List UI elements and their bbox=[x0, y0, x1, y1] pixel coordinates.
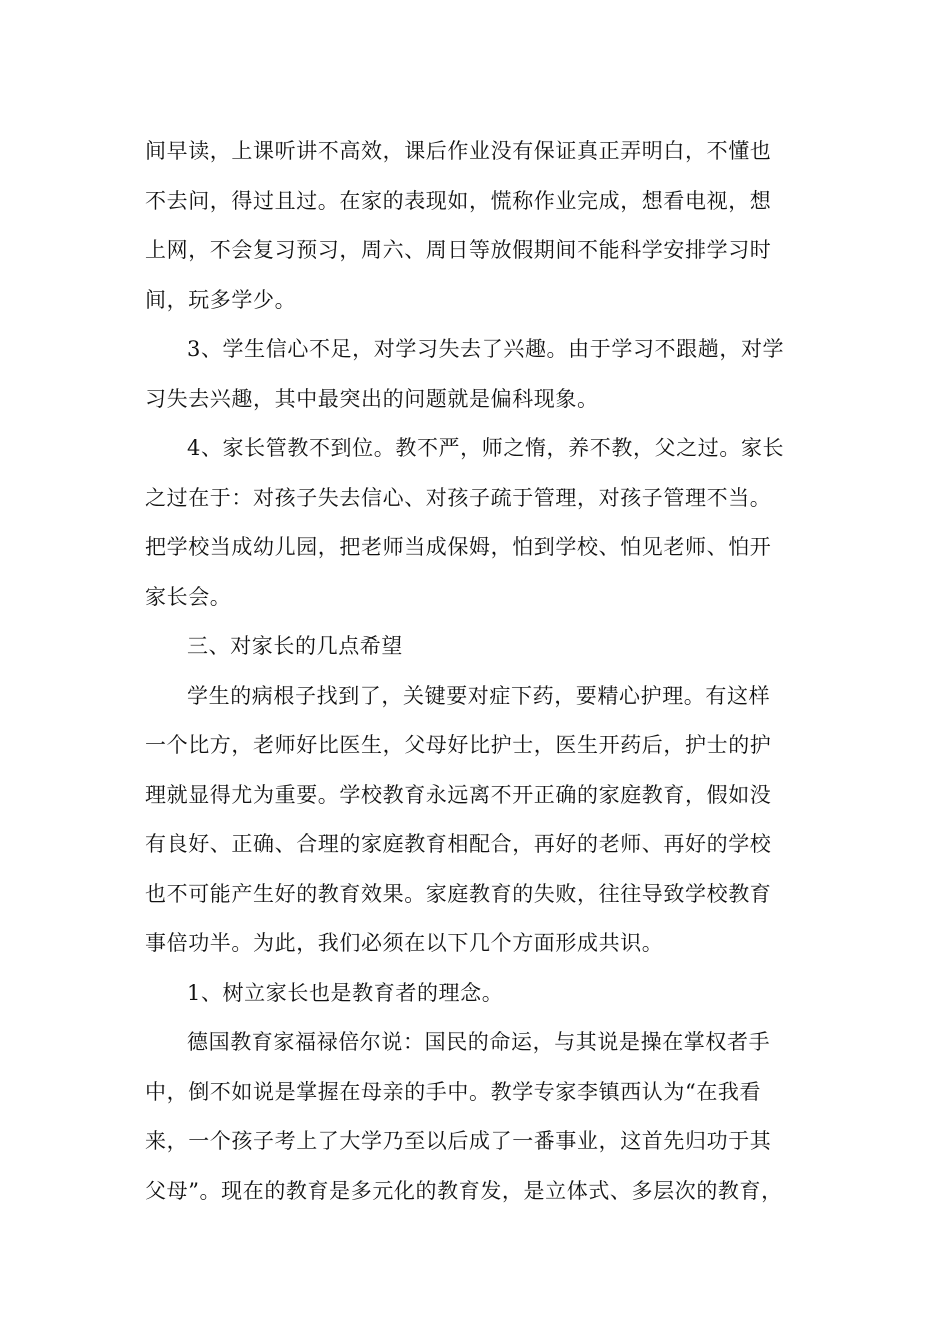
text-line: 家长会。 bbox=[145, 584, 232, 609]
text-line: 上网，不会复习预习，周六、周日等放假期间不能科学安排学习时 bbox=[145, 238, 772, 262]
text-line: 间早读，上课听讲不高效，课后作业没有保证真正弄明白，不懂也 bbox=[145, 139, 772, 163]
text-line: 理就显得尤为重要。学校教育永远离不开正确的家庭教育，假如没 bbox=[145, 782, 772, 807]
text-line: 习失去兴趣，其中最突出的问题就是偏科现象。 bbox=[145, 386, 599, 411]
text-line: 德国教育家福禄倍尔说：国民的命运，与其说是操在掌权者手 bbox=[187, 1030, 771, 1054]
text-line: 三、对家长的几点希望 bbox=[187, 634, 403, 658]
text-line: 之过在于：对孩子失去信心、对孩子疏于管理，对孩子管理不当。 bbox=[145, 485, 772, 510]
text-line: 父母”。现在的教育是多元化的教育发，是立体式、多层次的教育， bbox=[145, 1178, 783, 1203]
text-line: 把学校当成幼儿园，把老师当成保姆，怕到学校、怕见老师、怕开 bbox=[145, 535, 772, 559]
text-line: 事倍功半。为此，我们必须在以下几个方面形成共识。 bbox=[145, 931, 664, 955]
text-line: 不去问，得过且过。在家的表现如，慌称作业完成，想看电视，想 bbox=[145, 188, 772, 213]
text-line: 也不可能产生好的教育效果。家庭教育的失败，往往导致学校教育 bbox=[145, 881, 772, 906]
text-line: 3、学生信心不足，对学习失去了兴趣。由于学习不跟趟，对学 bbox=[187, 337, 785, 361]
text-line: 学生的病根子找到了，关键要对症下药，要精心护理。有这样 bbox=[187, 683, 771, 708]
text-line: 一个比方，老师好比医生，父母好比护士，医生开药后，护士的护 bbox=[145, 733, 772, 757]
document-body bbox=[145, 127, 817, 1216]
text-line: 间，玩多学少。 bbox=[145, 287, 297, 312]
text-line: 4、家长管教不到位。教不严，师之惰，养不教，父之过。家长 bbox=[187, 436, 785, 460]
text-line: 有良好、正确、合理的家庭教育相配合，再好的老师、再好的学校 bbox=[145, 832, 772, 856]
text-line: 来，一个孩子考上了大学乃至以后成了一番事业，这首先归功于其 bbox=[145, 1129, 772, 1153]
text-line: 1、树立家长也是教育者的理念。 bbox=[187, 980, 504, 1005]
text-line: 中，倒不如说是掌握在母亲的手中。教学专家李镇西认为“在我看 bbox=[145, 1079, 762, 1104]
